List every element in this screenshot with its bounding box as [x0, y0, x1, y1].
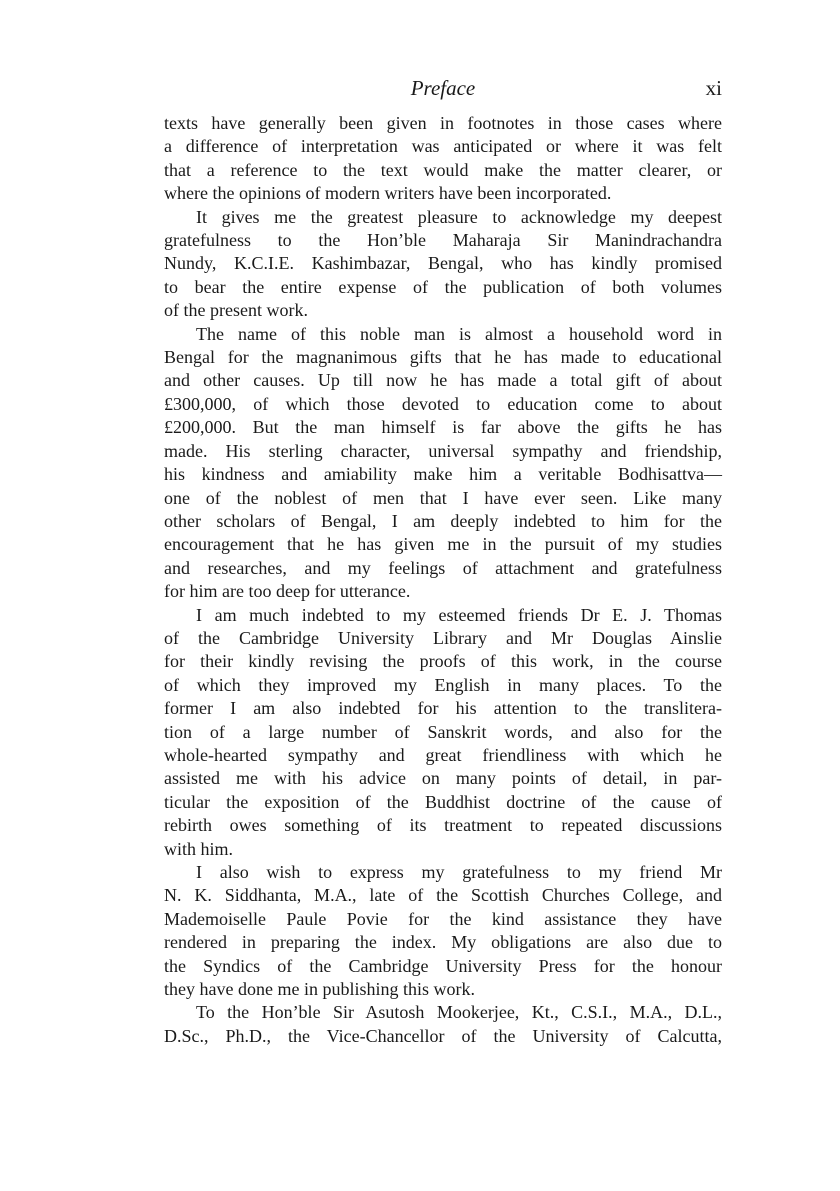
text-line: his kindness and amiability make him a veritable Bodhisattva— — [164, 464, 722, 485]
text-line: gratefulness to the Hon’ble Maharaja Sir Manindrachandra — [164, 230, 722, 251]
paragraph — [164, 604, 722, 861]
paragraph — [164, 206, 722, 323]
text-line: whole-hearted sympathy and great friendliness with which he — [164, 744, 722, 765]
paragraph — [164, 323, 722, 604]
text-line: D.Sc., Ph.D., the Vice-Chancellor of the University of Calcutta, — [164, 1025, 722, 1046]
text-line: other scholars of Bengal, I am deeply indebted to him for the — [164, 510, 722, 531]
text-line: £300,000, of which those devoted to education come to about — [164, 393, 722, 414]
text-line: one of the noblest of men that I have ever seen. Like many — [164, 487, 722, 508]
body-text — [164, 112, 722, 1048]
text-line: made. His sterling character, universal sympathy and friendship, — [164, 440, 722, 461]
running-head — [164, 70, 722, 106]
text-line: assisted me with his advice on many points of detail, in par- — [164, 768, 722, 789]
paragraph — [164, 861, 722, 1001]
text-line: that a reference to the text would make the matter clearer, or — [164, 159, 722, 180]
text-line: for him are too deep for utterance. — [164, 581, 411, 602]
text-line: and other causes. Up till now he has made a total gift of about — [164, 370, 722, 391]
text-line: Nundy, K.C.I.E. Kashimbazar, Bengal, who has kindly promised — [164, 253, 722, 274]
text-line: with him. — [164, 838, 234, 859]
paragraph — [164, 1001, 722, 1048]
text-line: rendered in preparing the index. My obligations are also due to — [164, 932, 722, 953]
text-line: they have done me in publishing this work. — [164, 979, 475, 1000]
text-line: N. K. Siddhanta, M.A., late of the Scottish Churches College, and — [164, 885, 722, 906]
text-line: I also wish to express my gratefulness to my friend Mr — [196, 862, 722, 882]
text-line: rebirth owes something of its treatment to repeated discussions — [164, 815, 722, 836]
text-line: Bengal for the magnanimous gifts that he has made to educational — [164, 347, 722, 368]
text-line: I am much indebted to my esteemed friends Dr E. J. Thomas — [196, 604, 722, 625]
text-line: encouragement that he has given me in the pursuit of my studies — [164, 534, 722, 555]
text-line: texts have generally been given in footnotes in those cases where — [164, 113, 722, 133]
text-line: of which they improved my English in many places. To the — [164, 674, 722, 695]
paragraph — [164, 112, 722, 206]
text-line: ticular the exposition of the Buddhist doctrine of the cause of — [164, 791, 722, 812]
text-line: and researches, and my feelings of attachment and gratefulness — [164, 557, 722, 578]
text-line: Mademoiselle Paule Povie for the kind assistance they have — [164, 908, 722, 929]
text-line: The name of this noble man is almost a household word in — [196, 323, 722, 344]
text-line: for their kindly revising the proofs of this work, in the course — [164, 651, 722, 672]
text-line: of the Cambridge University Library and Mr Douglas Ainslie — [164, 627, 722, 648]
running-title: Preface — [410, 76, 476, 100]
text-line: of the present work. — [164, 300, 308, 321]
text-line: the Syndics of the Cambridge University Press for the honour — [164, 955, 722, 976]
book-page — [164, 70, 722, 1048]
text-line: a difference of interpretation was anticipated or where it was felt — [164, 136, 722, 157]
text-line: former I am also indebted for his attention to the translitera- — [164, 698, 722, 719]
text-line: £200,000. But the man himself is far above the gifts he has — [164, 417, 722, 438]
text-line: To the Hon’ble Sir Asutosh Mookerjee, Kt., C.S.I., M.A., D.L., — [196, 1002, 722, 1023]
text-line: to bear the entire expense of the publication of both volumes — [164, 276, 722, 297]
page-number: xi — [705, 76, 722, 100]
text-line: where the opinions of modern writers have been incorporated. — [164, 183, 612, 204]
text-line: tion of a large number of Sanskrit words, and also for the — [164, 721, 722, 742]
text-line: It gives me the greatest pleasure to acknowledge my deepest — [196, 206, 722, 227]
